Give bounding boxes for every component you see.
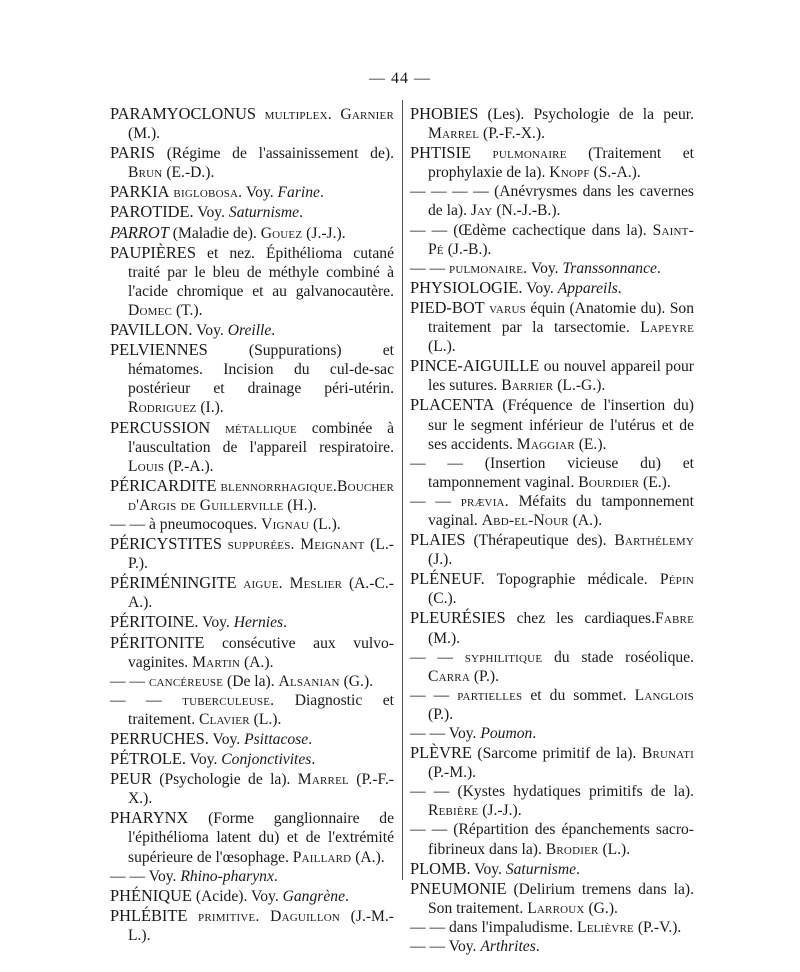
- entry-author-initials: .: [576, 860, 580, 878]
- index-entry: [410, 356, 694, 395]
- entry-dash: — —: [110, 672, 146, 690]
- index-entry: [110, 633, 394, 672]
- entry-author: Daguillon: [270, 907, 341, 925]
- entry-crossref: Farine: [277, 184, 320, 202]
- entry-author-initials: (P.-M.).: [428, 764, 477, 782]
- entry-author-initials: (C.).: [428, 590, 457, 608]
- entry-author: Rodriguez: [128, 399, 197, 417]
- index-entry: [410, 278, 694, 298]
- entry-author-initials: (M.).: [128, 125, 161, 143]
- entry-author-initials: .: [319, 184, 324, 202]
- entry-text: Voy.: [242, 184, 278, 202]
- entry-crossref: Gangrène: [282, 887, 345, 905]
- entry-author-initials: .: [311, 751, 316, 769]
- entry-author-initials: .: [283, 614, 288, 632]
- entry-headword: PARIS: [110, 143, 155, 163]
- entry-headword: PAVILLON.: [110, 320, 193, 340]
- entry-author-initials: (P.).: [469, 667, 499, 685]
- entry-crossref: Conjonctivites: [221, 751, 312, 769]
- index-entry: [110, 612, 394, 632]
- entry-author-initials: (P.-A.).: [164, 457, 214, 475]
- entry-author-initials: (E.).: [639, 473, 671, 491]
- entry-dash: — —: [410, 725, 446, 742]
- entry-qualifier: partielles: [457, 686, 523, 704]
- index-entry: [110, 749, 394, 769]
- entry-crossref: Saturnisme: [228, 204, 300, 222]
- index-entry: [110, 729, 394, 749]
- index-entry: [110, 867, 394, 886]
- entry-author: Barthélemy: [614, 532, 694, 550]
- entry-headword: PARAMYOCLONUS: [110, 104, 257, 123]
- entry-author-initials: (P.-F.-X.).: [128, 771, 394, 808]
- entry-author: Paillard: [292, 848, 352, 866]
- entry-dash: — —: [410, 648, 453, 666]
- entry-author-initials: (G.).: [339, 672, 374, 690]
- entry-text: Voy.: [192, 322, 228, 340]
- index-entry: [110, 886, 394, 906]
- entry-text: à pneumocoques.: [145, 515, 262, 533]
- entry-author: Larroux: [527, 899, 585, 917]
- index-entry: [110, 104, 394, 143]
- entry-text: (Répartition des épanchements sacro-fibrineux dans la).: [428, 821, 694, 858]
- entry-author-initials: (A.).: [240, 653, 274, 671]
- entry-author: Rebière: [428, 802, 479, 820]
- entry-author-initials: (J.-M.-L.).: [128, 907, 394, 944]
- index-entry: [110, 202, 394, 222]
- page-number: — 44 —: [369, 70, 431, 87]
- entry-text: Voy.: [445, 725, 481, 742]
- index-entry: [110, 515, 394, 534]
- entry-author: Carra: [428, 667, 470, 685]
- entry-author: Meslier: [289, 575, 343, 593]
- entry-author: Brun: [128, 164, 163, 182]
- entry-headword: PLAIES: [410, 530, 466, 550]
- entry-headword: PELVIENNES: [110, 340, 208, 360]
- index-entry: [410, 221, 694, 259]
- entry-dash: — —: [410, 454, 463, 472]
- entry-author: Gouez: [260, 224, 303, 242]
- entry-author: Alsanian: [278, 672, 340, 690]
- entry-dash: — —: [410, 918, 446, 936]
- entry-text: (Psychologie de la).: [151, 771, 298, 789]
- entry-author-initials: (J.).: [428, 551, 453, 569]
- entry-author: Clavier: [199, 710, 250, 728]
- entry-author-initials: .: [345, 887, 349, 905]
- entry-text: Méfaits du tamponnement vaginal.: [428, 492, 694, 529]
- index-entry: [110, 672, 394, 691]
- entry-dash: — —: [410, 686, 450, 704]
- entry-author: Pépin: [659, 571, 694, 589]
- entry-qualifier: suppurées.: [227, 536, 295, 554]
- entry-dash: — —: [410, 221, 448, 239]
- entry-author-initials: (T.).: [172, 301, 203, 319]
- entry-author-initials: .: [617, 279, 622, 297]
- index-entry: [110, 182, 394, 202]
- entry-author: Barrier: [501, 377, 554, 395]
- entry-headword: PEUR: [110, 769, 152, 789]
- entry-text: Voy.: [470, 860, 506, 878]
- index-entry: [410, 395, 694, 453]
- entry-qualifier: varus: [489, 299, 526, 317]
- entry-text: (Maladie de).: [168, 224, 261, 242]
- entry-crossref: Transsonnance: [562, 259, 657, 277]
- entry-text: Topographie médicale.: [484, 571, 660, 589]
- entry-author-initials: (H.).: [283, 496, 317, 514]
- entry-author-initials: .: [535, 938, 540, 956]
- entry-dash: — —: [410, 783, 450, 801]
- entry-author: Martin: [192, 653, 241, 671]
- entry-author: Abd-el-Nour: [481, 511, 569, 529]
- entry-author: Domec: [128, 301, 173, 319]
- entry-author-initials: (L.).: [309, 515, 341, 533]
- index-entry: [110, 808, 394, 866]
- entry-author: Saint-Pé: [428, 221, 694, 258]
- entry-author-initials: (J.-J.).: [478, 802, 522, 820]
- index-entry: [110, 340, 394, 417]
- index-entry: [110, 143, 394, 182]
- entry-author: Lelièvre: [576, 918, 634, 936]
- entry-author: Maggiar: [516, 435, 575, 453]
- index-entry: [410, 820, 694, 858]
- index-entry: [110, 534, 394, 573]
- entry-author-initials: (G.).: [584, 899, 618, 917]
- entry-text: Voy.: [208, 731, 245, 748]
- index-entry: [410, 879, 694, 918]
- entry-author: Meignant: [300, 536, 365, 554]
- entry-headword: PLEURÉSIES: [410, 608, 506, 628]
- entry-text: (Forme ganglionnaire de l'épithélioma latent du) et de l'extrémité supérieure de l'œsophage.: [128, 810, 394, 866]
- entry-text: (De la).: [223, 672, 279, 690]
- entry-crossref: Rhino-pharynx: [180, 867, 274, 885]
- entry-author: Jay: [470, 202, 493, 220]
- entry-text: (Kystes hydatiques primitifs de la).: [449, 783, 694, 801]
- entry-crossref: Appareils: [557, 279, 618, 297]
- entry-headword: PLÉNEUF.: [410, 569, 485, 589]
- entry-text: (Fréquence de l'insertion du) sur le segment inférieur de l'utérus et de ses accidents.: [428, 397, 694, 453]
- entry-text: [260, 908, 271, 925]
- entry-author: Langlois: [634, 686, 694, 704]
- index-entry: [410, 859, 694, 879]
- entry-text: (Œdème cachectique dans la).: [447, 221, 653, 239]
- entry-author: Fabre: [654, 610, 694, 628]
- index-entry: [110, 906, 394, 945]
- entry-text: (Les). Psychologie de la peur.: [478, 106, 694, 123]
- entry-text: équin (Anatomie du). Son traitement par la tarsectomie.: [428, 299, 694, 337]
- entry-crossref: Saturnisme: [505, 860, 576, 878]
- entry-text: consécutive aux vulvo-vaginites.: [128, 634, 394, 671]
- entry-text: et nez. Épithélioma cutané traité par le bleu de méthyle combiné à l'acide chromique et au galvanocautère.: [128, 244, 394, 300]
- entry-text: Voy.: [193, 204, 229, 222]
- entry-crossref: Arthrites: [480, 938, 536, 956]
- entry-author-initials: (N.-J.-B.).: [492, 202, 561, 220]
- entry-text: (Sarcome primitif de la).: [471, 745, 642, 763]
- entry-headword: PLACENTA: [410, 395, 495, 415]
- entry-headword: PHARYNX: [110, 808, 189, 828]
- entry-headword: PNEUMONIE: [410, 878, 507, 898]
- entry-dash: — —: [410, 938, 446, 956]
- index-entry: [110, 243, 394, 320]
- index-entry: [110, 691, 394, 729]
- index-entry: [110, 418, 394, 476]
- entry-dash: — —: [410, 492, 451, 510]
- entry-author-initials: (E.).: [574, 435, 607, 453]
- entry-author-initials: (M.).: [428, 629, 461, 647]
- entry-crossref: Oreille: [227, 322, 272, 340]
- entry-qualifier: prævia.: [460, 492, 509, 510]
- entry-crossref: Poumon: [480, 725, 533, 742]
- entry-dash: — —: [110, 515, 146, 533]
- entry-author: Boucher d'Argis de Guillerville: [128, 477, 394, 514]
- entry-author-initials: .: [273, 867, 278, 885]
- index-entry: [410, 648, 694, 686]
- entry-text: (Suppurations) et hématomes. Incision du cul-de-sac postérieur et drainage péri-utérin.: [128, 342, 394, 398]
- entry-headword: PARROT: [110, 222, 169, 242]
- entry-crossref: Psittacose: [244, 731, 309, 748]
- entry-headword: PHTISIE: [410, 143, 472, 163]
- entry-headword: PÉRICYSTITES: [110, 534, 223, 554]
- entry-author-initials: (P.-F.-X.).: [479, 125, 546, 143]
- entry-author-initials: .: [308, 731, 313, 748]
- entry-text: ou nouvel appareil pour les sutures.: [428, 358, 694, 395]
- entry-author-initials: (P.-V.).: [633, 918, 682, 936]
- entry-author: Marrel: [297, 771, 349, 789]
- entry-author: Lapeyre: [640, 319, 694, 337]
- entry-author: Brunati: [641, 745, 694, 763]
- entry-dash: — —: [110, 691, 162, 709]
- entry-author-initials: (P.).: [428, 705, 454, 723]
- entry-headword: PINCE-AIGUILLE: [410, 356, 540, 376]
- entry-qualifier: aigue.: [243, 575, 283, 593]
- entry-dash: — —: [410, 821, 448, 839]
- entry-qualifier: pulmonaire: [492, 145, 567, 163]
- entry-author-initials: (J.-B.).: [443, 240, 492, 258]
- entry-text: chez les cardiaques.: [505, 610, 655, 628]
- entry-headword: PÉRITOINE.: [110, 612, 199, 632]
- index-entry: [410, 182, 694, 220]
- index-column-right: [410, 104, 694, 956]
- index-entry: [410, 724, 694, 743]
- entry-text: (Traitement et prophylaxie de la).: [428, 145, 694, 182]
- index-entry: [410, 569, 694, 608]
- entry-headword: PIED-BOT: [410, 297, 485, 317]
- entry-text: Voy.: [445, 938, 481, 956]
- entry-author-initials: (L.).: [249, 710, 282, 728]
- entry-qualifier: biglobosa.: [173, 184, 243, 202]
- entry-headword: PAUPIÈRES: [110, 242, 196, 262]
- entry-text: et du sommet.: [522, 686, 635, 704]
- index-entry: [410, 259, 694, 278]
- entry-author-initials: (S.-A.).: [589, 164, 641, 182]
- entry-headword: PARKIA: [110, 182, 170, 202]
- entry-text: (Régime de l'assainissement de).: [154, 145, 394, 163]
- entry-author: Marrel: [428, 125, 480, 143]
- entry-author-initials: (L.-P.).: [128, 536, 394, 573]
- entry-author-initials: (A.).: [351, 848, 385, 866]
- index-entry: [410, 918, 694, 937]
- index-entry: [110, 769, 394, 808]
- index-entry: [410, 143, 694, 182]
- entry-qualifier: tuberculeuse.: [182, 691, 275, 709]
- entry-qualifier: métallique: [224, 419, 297, 437]
- entry-headword: PÉTROLE.: [110, 749, 187, 769]
- index-entry: [410, 686, 694, 724]
- entry-qualifier: multiplex.: [264, 106, 332, 123]
- entry-author-initials: (J.-J.).: [302, 224, 346, 242]
- entry-text: [283, 575, 290, 592]
- index-entry: [410, 104, 694, 143]
- entry-headword: PLÈVRE: [410, 743, 472, 763]
- entry-text: (Acide). Voy.: [191, 887, 283, 905]
- index-entry: [110, 223, 394, 243]
- entry-author: Knopf: [549, 164, 590, 182]
- entry-author-initials: .: [271, 322, 276, 340]
- entry-headword: PÉRICARDITE: [110, 475, 217, 495]
- entry-headword: PERCUSSION: [110, 417, 211, 437]
- index-entry: [410, 454, 694, 492]
- entry-headword: PAROTIDE.: [110, 202, 194, 222]
- entry-text: Voy.: [198, 614, 234, 632]
- entry-author-initials: (A.-C.-A.).: [128, 575, 394, 612]
- entry-text: du stade roséolique.: [542, 648, 694, 666]
- entry-text: Voy.: [522, 279, 558, 297]
- index-entry: [410, 608, 694, 647]
- entry-author-initials: (I.).: [196, 399, 224, 417]
- entry-headword: PHÉNIQUE: [110, 885, 192, 905]
- entry-text: combinée à l'auscultation de l'appareil respiratoire.: [128, 419, 394, 456]
- entry-text: Voy.: [186, 751, 222, 769]
- entry-qualifier: primitive.: [198, 907, 260, 925]
- entry-author: Louis: [128, 457, 165, 475]
- entry-headword: PHOBIES: [410, 104, 479, 123]
- entry-qualifier: blennorrhagique.: [220, 477, 337, 495]
- entry-headword: PÉRIMÉNINGITE: [110, 573, 237, 593]
- index-column-left: [110, 104, 394, 945]
- entry-author: Brodier: [545, 840, 599, 858]
- entry-author-initials: .: [532, 725, 537, 742]
- entry-author: Vignau: [261, 515, 310, 533]
- entry-headword: PERRUCHES.: [110, 729, 209, 748]
- index-entry: [410, 743, 694, 782]
- entry-headword: PÉRITONITE: [110, 632, 205, 652]
- entry-text: (Insertion vicieuse du) et tamponnement vaginal.: [428, 454, 694, 491]
- column-divider: [402, 100, 403, 880]
- index-entry: [410, 492, 694, 530]
- index-entry: [110, 476, 394, 515]
- index-entry: [410, 782, 694, 820]
- index-entry: [410, 298, 694, 356]
- entry-dash: — —: [410, 259, 446, 277]
- entry-author-initials: .: [656, 259, 661, 277]
- entry-text: (Thérapeutique des).: [465, 532, 615, 550]
- entry-text: Diagnostic et traitement.: [128, 691, 394, 728]
- entry-headword: PHLÉBITE: [110, 905, 188, 925]
- entry-dash: — — — —: [410, 183, 489, 201]
- index-entry: [410, 937, 694, 956]
- entry-headword: PHYSIOLOGIE.: [410, 277, 523, 297]
- entry-author-initials: .: [299, 204, 303, 222]
- entry-author-initials: (A.).: [568, 511, 603, 529]
- entry-author-initials: (L.-G.).: [553, 377, 606, 395]
- entry-text: dans l'impaludisme.: [445, 918, 577, 936]
- entry-author-initials: (L.).: [598, 840, 631, 858]
- entry-text: Voy.: [527, 259, 563, 277]
- entry-headword: PLOMB.: [410, 858, 471, 878]
- entry-author: Garnier: [340, 106, 394, 123]
- entry-author: Bourdier: [578, 473, 640, 491]
- index-entry: [110, 573, 394, 612]
- entry-crossref: Hernies: [233, 614, 284, 632]
- entry-dash: — —: [110, 867, 146, 885]
- entry-qualifier: cancéreuse: [149, 672, 224, 690]
- entry-text: (Anévrysmes dans les cavernes de la).: [428, 183, 694, 220]
- entry-text: (Delirium tremens dans la). Son traitement.: [428, 880, 694, 917]
- entry-author-initials: (L.).: [428, 338, 456, 356]
- entry-qualifier: pulmonaire.: [449, 259, 528, 277]
- index-entry: [110, 320, 394, 340]
- entry-author-initials: (E.-D.).: [162, 164, 215, 182]
- entry-qualifier: syphilitique: [464, 648, 543, 666]
- entry-text: Voy.: [145, 867, 181, 885]
- index-entry: [410, 530, 694, 569]
